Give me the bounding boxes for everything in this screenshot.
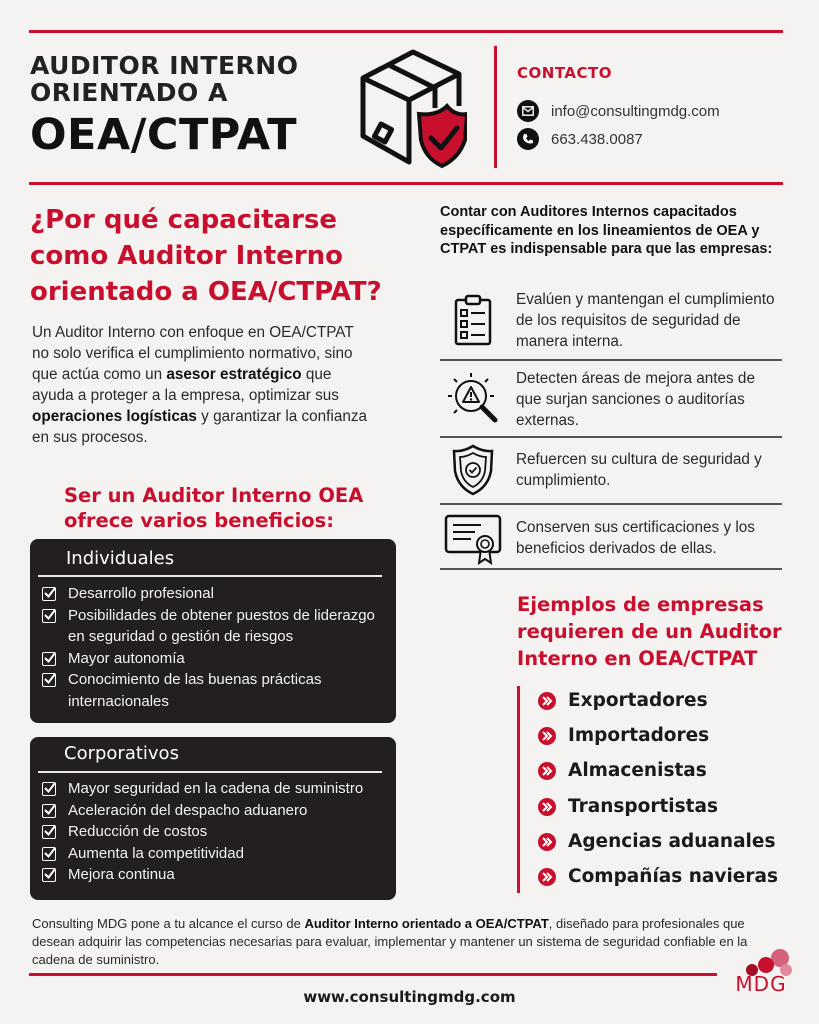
individual-box-underline [38, 575, 382, 577]
individual-benefits-box [30, 539, 396, 723]
benefits-heading [64, 483, 363, 533]
certificate-icon [440, 511, 506, 565]
individual-box-title: Individuales [66, 548, 175, 569]
list-item: Desarrollo profesional [40, 583, 390, 605]
corporate-box-underline [38, 771, 382, 773]
why-heading-line-1: ¿Por qué capacitarse [30, 205, 338, 235]
checkbox-icon [42, 782, 56, 796]
top-divider [29, 30, 783, 33]
checkbox-icon [42, 868, 56, 882]
title-line-3: OEA/CTPAT [30, 110, 298, 160]
examples-heading-line-1: Ejemplos de empresas [517, 593, 764, 616]
double-chevron-icon [538, 762, 556, 780]
list-item: Aumenta la competitividad [40, 843, 390, 865]
example-item: Almacenistas [538, 760, 707, 781]
box-shield-icon [355, 44, 467, 174]
example-item: Compañías navieras [538, 866, 778, 887]
why-heading [30, 202, 382, 310]
checklist-icon [440, 293, 506, 347]
list-item: Reducción de costos [40, 821, 390, 843]
requirement-text-1: Evalúen y mantengan el cumplimiento de los requisitos de seguridad de manera interna. [516, 290, 775, 350]
title-line-1: AUDITOR INTERNO [30, 51, 299, 80]
why-heading-line-2: como Auditor Interno [30, 241, 344, 271]
requirement-divider [440, 503, 782, 505]
requirement-divider [440, 359, 782, 361]
list-item: Posibilidades de obtener puestos de liderazgo en seguridad o gestión de riesgos [40, 605, 390, 648]
list-item: Conocimiento de las buenas prácticas internacionales [40, 669, 390, 712]
requirements-intro: Contar con Auditores Internos capacitados específicamente en los lineamientos de OEA y CTPAT es indispensable para que las empresas: [440, 204, 773, 257]
title-line-2: ORIENTADO A [30, 78, 228, 107]
example-item: Importadores [538, 725, 709, 746]
list-item: Mayor seguridad en la cadena de suministro [40, 778, 390, 800]
checkbox-icon [42, 847, 56, 861]
contact-email[interactable] [517, 100, 720, 122]
double-chevron-icon [538, 868, 556, 886]
contact-section [517, 64, 720, 150]
requirement-text-4: Conserven sus certificaciones y los beneficios derivados de ellas. [516, 519, 755, 557]
email-icon [517, 100, 539, 122]
double-chevron-icon [538, 798, 556, 816]
shield-check-icon [440, 443, 506, 497]
checkbox-icon [42, 804, 56, 818]
example-item: Transportistas [538, 796, 718, 817]
contact-phone-text[interactable]: 663.438.0087 [551, 130, 643, 148]
examples-vertical-divider [517, 686, 520, 893]
requirement-text-3: Refuercen su cultura de seguridad y cumplimiento. [516, 451, 762, 489]
requirement-item-3 [440, 440, 782, 500]
phone-icon [517, 128, 539, 150]
logo-text: MDG [735, 972, 787, 996]
example-item: Agencias aduanales [538, 831, 775, 852]
contact-phone[interactable] [517, 128, 720, 150]
double-chevron-icon [538, 833, 556, 851]
corporate-benefits-box [30, 737, 396, 900]
why-paragraph: Un Auditor Interno con enfoque en OEA/CTPAT no solo verifica el cumplimiento normativo, sino que actúa como un asesor estratégico que ayuda a proteger a la empresa, optimizar sus operaciones logísticas y garantizar la confianza en sus procesos. [32, 324, 367, 446]
checkbox-icon [42, 587, 56, 601]
checkbox-icon [42, 673, 56, 687]
contact-email-text[interactable]: info@consultingmdg.com [551, 102, 720, 120]
requirement-divider [440, 568, 782, 570]
mdg-logo [722, 948, 798, 1000]
requirement-text-2: Detecten áreas de mejora antes de que surjan sanciones o auditorías externas. [516, 369, 755, 429]
list-item: Mejora continua [40, 864, 390, 886]
example-item: Exportadores [538, 690, 708, 711]
requirement-divider [440, 436, 782, 438]
header-vertical-divider [494, 46, 497, 168]
individual-list [40, 583, 390, 712]
requirement-item-2 [440, 364, 782, 434]
checkbox-icon [42, 652, 56, 666]
requirement-item-4 [440, 507, 782, 569]
examples-heading-line-3: Interno en OEA/CTPAT [517, 647, 758, 670]
benefits-heading-line-2: ofrece varios beneficios: [64, 509, 335, 532]
examples-heading-line-2: requieren de un Auditor [517, 620, 782, 643]
list-item: Aceleración del despacho aduanero [40, 800, 390, 822]
checkbox-icon [42, 825, 56, 839]
warning-magnifier-icon [440, 370, 506, 428]
contact-title: CONTACTO [517, 64, 612, 82]
website-link[interactable]: www.consultingmdg.com [303, 988, 516, 1006]
double-chevron-icon [538, 692, 556, 710]
footer-divider [29, 973, 717, 976]
header-title [30, 52, 298, 158]
corporate-list [40, 778, 390, 886]
footer-paragraph: Consulting MDG pone a tu alcance el curso de Auditor Interno orientado a OEA/CTPAT, diseñado para profesionales que desean adquirir las competencias necesarias para evaluar, implementar y mantener un sistema de seguridad confiable en la cadena de suministro. [32, 916, 748, 967]
why-heading-line-3: orientado a OEA/CTPAT? [30, 277, 382, 307]
header-bottom-divider [29, 182, 783, 185]
checkbox-icon [42, 609, 56, 623]
benefits-heading-line-1: Ser un Auditor Interno OEA [64, 484, 364, 507]
corporate-box-title: Corporativos [64, 743, 179, 764]
requirement-item-1 [440, 285, 782, 355]
examples-heading [517, 591, 782, 672]
double-chevron-icon [538, 727, 556, 745]
list-item: Mayor autonomía [40, 648, 390, 670]
